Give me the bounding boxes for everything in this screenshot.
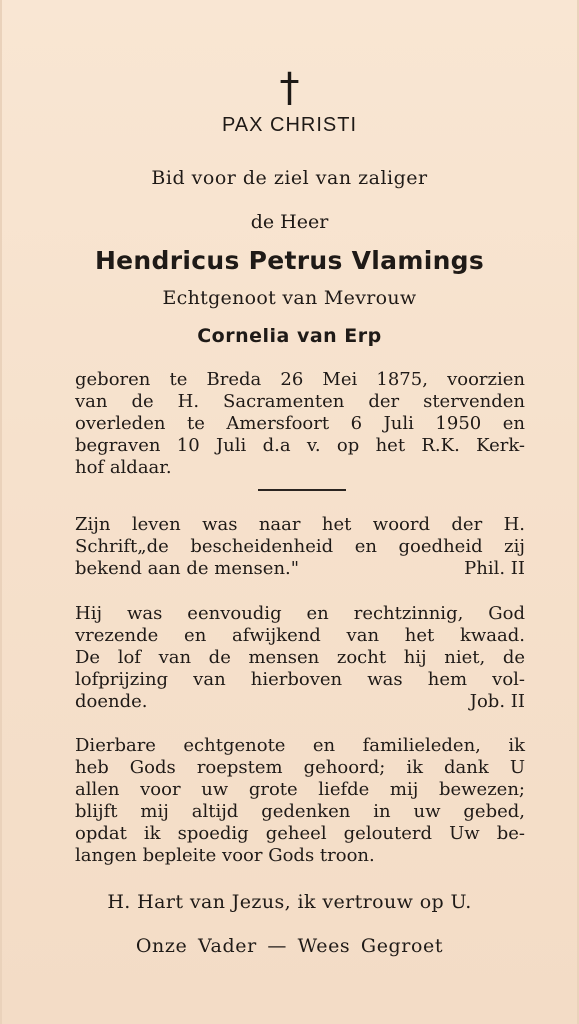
scripture-reference: Job. II [469, 691, 525, 712]
quote-line: De lof van de mensen zocht hij niet, de [75, 647, 525, 668]
quote-line: vrezende en afwijkend van het kwaad. [75, 625, 525, 646]
message-line: langen bepleite voor Gods troon. [75, 845, 375, 866]
scripture-quote-phil [75, 514, 525, 580]
quote-line: doende. [75, 691, 148, 712]
honorific-title: de Heer [250, 211, 329, 233]
message-line: heb Gods roepstem gehoord; ik dank U [75, 757, 525, 778]
spouse-label: Echtgenoot van Mevrouw [162, 287, 417, 309]
scripture-quote-job [75, 603, 525, 713]
divider-line [258, 489, 346, 491]
quote-last-line [75, 558, 525, 580]
message-line: allen voor uw grote liefde mij bewezen; [75, 779, 525, 800]
prayer-request-line: Bid voor de ziel van zaliger [151, 167, 428, 189]
biography-line: overleden te Amersfoort 6 Juli 1950 en [75, 413, 525, 434]
scripture-reference: Phil. II [464, 558, 525, 579]
message-line: opdat ik spoedig geheel gelouterd Uw be- [75, 823, 525, 844]
sacred-heart-invocation: H. Hart van Jezus, ik vertrouw op U. [107, 891, 472, 913]
quote-line: bekend aan de mensen." [75, 558, 300, 579]
biography-line: hof aldaar. [75, 457, 172, 478]
quote-last-line [75, 691, 525, 713]
closing-prayers: Onze Vader — Wees Gegroet [135, 935, 444, 957]
message-line: Dierbare echtgenote en familieleden, ik [75, 735, 525, 756]
biography-line: van de H. Sacramenten der stervenden [75, 391, 525, 412]
quote-line: Zijn leven was naar het woord der H. [75, 514, 525, 535]
quote-line: Schrift„de bescheidenheid en goedheid zij [75, 536, 525, 557]
biography-paragraph [75, 369, 525, 479]
quote-line: Hij was eenvoudig en rechtzinnig, God [75, 603, 525, 624]
cross-icon: † [279, 65, 300, 111]
spouse-name: Cornelia van Erp [197, 325, 382, 347]
deceased-name: Hendricus Petrus Vlamings [94, 246, 485, 275]
pax-christi-heading: PAX CHRISTI [221, 114, 358, 136]
message-line: blijft mij altijd gedenken in uw gebed, [75, 801, 525, 822]
biography-line: geboren te Breda 26 Mei 1875, voorzien [75, 369, 525, 390]
biography-line: begraven 10 Juli d.a v. op het R.K. Kerk- [75, 435, 525, 456]
farewell-message [75, 735, 525, 867]
quote-line: lofprijzing van hierboven was hem vol- [75, 669, 525, 690]
